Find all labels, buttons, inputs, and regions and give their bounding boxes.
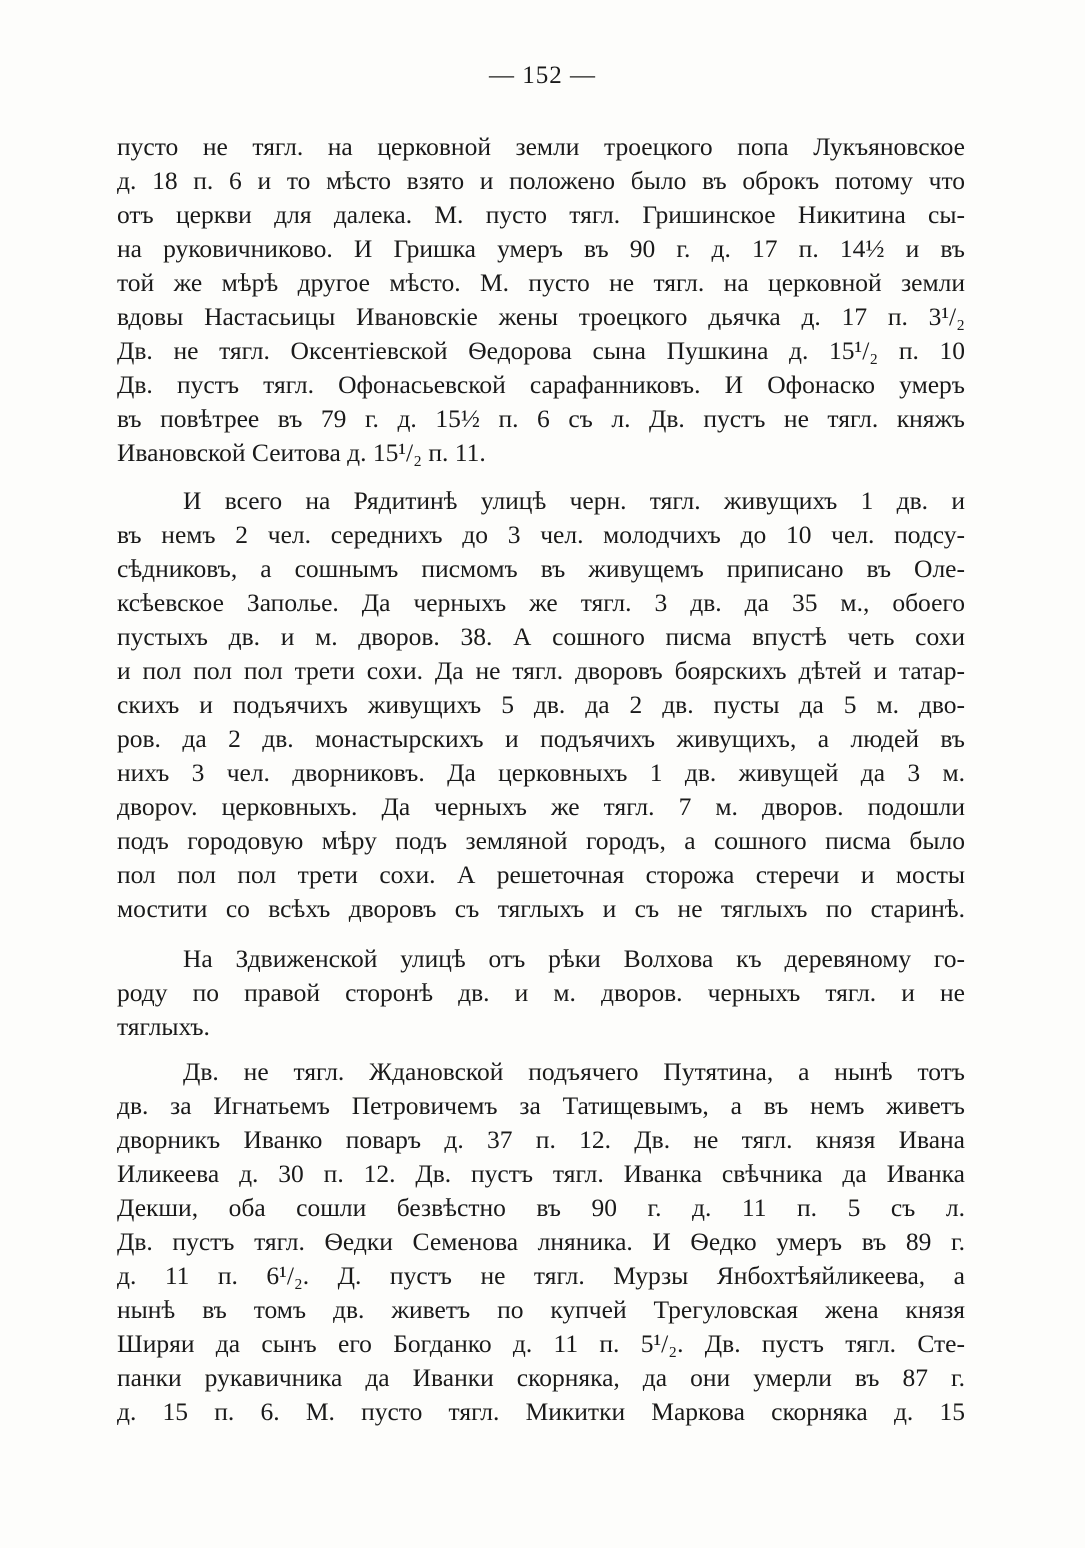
- text-line: отъ церкви для далека. М. пусто тягл. Гришинское Никитина сы-: [117, 200, 965, 229]
- text-line: пустыхъ дв. и м. дворов. 38. А сошного писма впустѣ четь сохи: [117, 622, 965, 651]
- text-line: нихъ 3 чел. дворниковъ. Да церковныхъ 1 дв. живущей да 3 м.: [117, 758, 965, 787]
- paragraph-4: [117, 1055, 965, 1429]
- text-line: пол пол пол трети сохи. А решеточная сторожа стеречи и мосты: [117, 860, 965, 889]
- paragraph-3: [117, 942, 965, 1044]
- text-line: въ повѣтрее въ 79 г. д. 15½ п. 6 съ л. Дв. пустъ не тягл. княжъ: [117, 404, 965, 433]
- text-line: Ивановской Сеитова д. 15¹/₂ п. 11.: [117, 438, 486, 467]
- text-line: панки рукавичника да Иванки скорняка, да они умерли въ 87 г.: [117, 1363, 965, 1392]
- text-line: дв. за Игнатьемъ Петровичемъ за Татищевымъ, а въ немъ живетъ: [117, 1091, 965, 1120]
- text-line: д. 11 п. 6¹/₂. Д. пустъ не тягл. Мурзы Янбохтѣяйликеева, а: [117, 1261, 965, 1290]
- text-line: дворникъ Иванко поваръ д. 37 п. 12. Дв. не тягл. князя Ивана: [117, 1125, 965, 1154]
- text-line: скихъ и подъячихъ живущихъ 5 дв. да 2 дв. пусты да 5 м. дво-: [117, 690, 965, 719]
- text-line: на руковичниково. И Гришка умеръ въ 90 г. д. 17 п. 14½ и въ: [117, 234, 965, 263]
- text-line: нынѣ въ томъ дв. живетъ по купчей Трегуловская жена князя: [117, 1295, 965, 1324]
- text-line: и пол пол пол трети сохи. Да не тягл. дворовъ боярскихъ дѣтей и татар-: [117, 656, 965, 685]
- text-line: д. 18 п. 6 и то мѣсто взято и положено было въ оброкъ потому что: [117, 166, 965, 195]
- text-line: въ немъ 2 чел. середнихъ до 3 чел. молодчихъ до 10 чел. подсу-: [117, 520, 965, 549]
- text-line: ксѣевское Заполье. Да черныхъ же тягл. 3 дв. да 35 м., обоего: [117, 588, 965, 617]
- text-line: Декши, оба сошли безвѣстно въ 90 г. д. 11 п. 5 съ л.: [117, 1193, 965, 1222]
- page-number: — 152 —: [489, 62, 596, 89]
- text-line: вдовы Настасьицы Ивановскіе жены троецкого дьячка д. 17 п. 3¹/₂: [117, 302, 965, 331]
- text-line: Дв. пустъ тягл. Ѳедки Семенова лняника. И Ѳедко умеръ въ 89 г.: [117, 1227, 965, 1256]
- text-line: той же мѣрѣ другое мѣсто. М. пусто не тягл. на церковной земли: [117, 268, 965, 297]
- text-line: Дв. не тягл. Ждановской подъячего Путятина, а нынѣ тотъ: [183, 1057, 965, 1086]
- text-line: Дв. не тягл. Оксентіевской Ѳедорова сына Пушкина д. 15¹/₂ п. 10: [117, 336, 965, 365]
- paragraph-1: [117, 130, 965, 470]
- text-line: тяглыхъ.: [117, 1012, 210, 1041]
- text-line: И всего на Рядитинѣ улицѣ черн. тягл. живущихъ 1 дв. и: [183, 486, 965, 515]
- paragraph-2: [117, 484, 965, 926]
- text-line: двороv. церковныхъ. Да черныхъ же тягл. 7 м. дворов. подошли: [117, 792, 965, 821]
- text-line: На Здвиженской улицѣ отъ рѣки Волхова къ деревяному го-: [183, 944, 965, 973]
- text-line: пусто не тягл. на церковной земли троецкого попа Лукъяновское: [117, 132, 965, 161]
- text-line: Дв. пустъ тягл. Офонасьевской сарафанниковъ. И Офонаско умеръ: [117, 370, 965, 399]
- text-line: Ширяи да сынъ его Богданко д. 11 п. 5¹/₂. Дв. пустъ тягл. Сте-: [117, 1329, 965, 1358]
- text-line: мостити со всѣхъ дворовъ съ тяглыхъ и съ не тяглыхъ по старинѣ.: [117, 894, 965, 923]
- text-line: Иликеева д. 30 п. 12. Дв. пустъ тягл. Иванка свѣчника да Иванка: [117, 1159, 965, 1188]
- text-line: д. 15 п. 6. М. пусто тягл. Микитки Маркова скорняка д. 15: [117, 1397, 965, 1426]
- text-line: ров. да 2 дв. монастырскихъ и подъячихъ живущихъ, а людей въ: [117, 724, 965, 753]
- text-line: роду по правой сторонѣ дв. и м. дворов. черныхъ тягл. и не: [117, 978, 965, 1007]
- text-line: сѣдниковъ, а сошнымъ писмомъ въ живущемъ приписано въ Оле-: [117, 554, 965, 583]
- text-line: подъ городовую мѣру подъ земляной городъ, а сошного писма было: [117, 826, 965, 855]
